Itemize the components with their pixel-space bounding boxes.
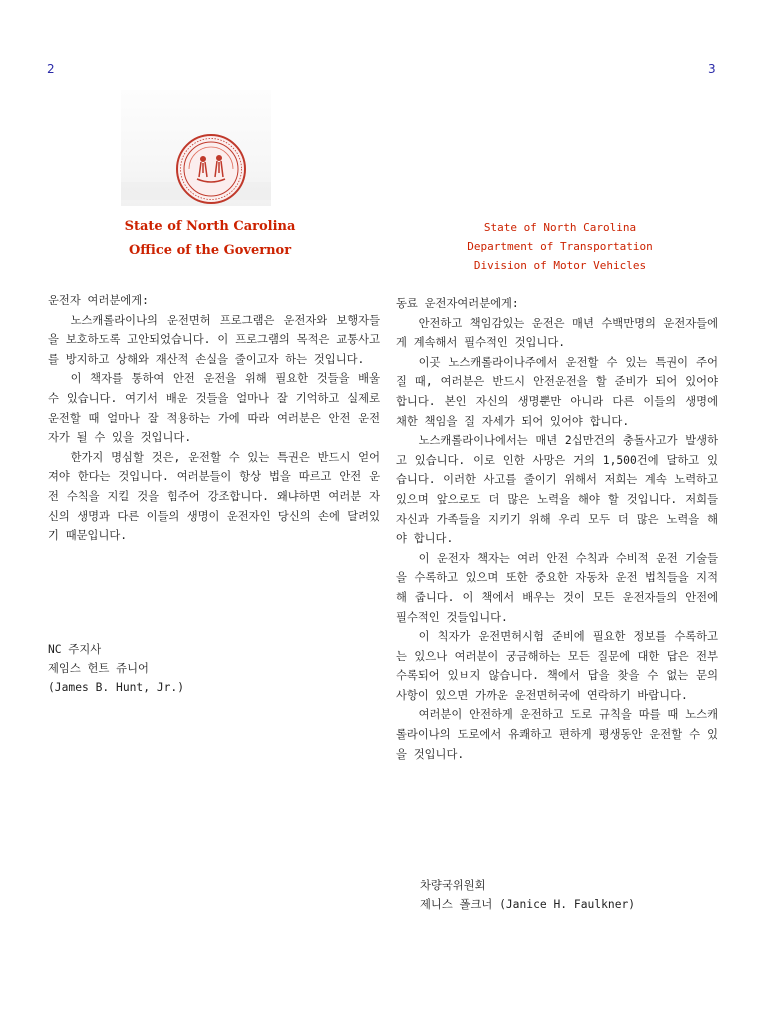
signature-name-english: (James B. Hunt, Jr.) [48, 681, 185, 694]
commissioner-signature [420, 876, 635, 914]
letter-salutation: 운전자 여러분에게: [48, 294, 149, 307]
dot-header-state: State of North Carolina [483, 221, 637, 234]
letter-paragraph: 한가지 명심할 것은, 운전할 수 있는 특권은 반드시 얻어져야 한다는 것입니다. 여러분들이 항상 법을 따르고 안전 운전 수칙을 지킬 것을 힘주어 강조합니다. 왜냐하면 여러분 자신의 생명과 다른 이들의 생명이 운전자인 당신의 손에 달려있기 때문입니다. [48, 450, 380, 543]
letter-paragraph: 안전하고 책임감있는 운전은 매년 수백만명의 운전자들에게 계속해서 필수적인 것입니다. [396, 316, 718, 350]
page-number-left: 2 [47, 62, 55, 76]
letter-paragraph: 이곳 노스캐롤라이나주에서 운전할 수 있는 특권이 주어질 때, 여러분은 반드시 안전운전을 할 준비가 되어 있어야 합니다. 본인 자신의 생명뿐만 아니라 다른 이들의 생명에 채한 책임을 질 자세가 되어 있어야 합니다. [396, 355, 718, 428]
governor-office-subtitle: Office of the Governor [128, 243, 292, 258]
letter-paragraph: 여러분이 안전하게 운전하고 도로 규칙을 따를 때 노스캐롤라이나의 도로에서 유쾌하고 편하게 평생동안 운전할 수 있을 것입니다. [396, 708, 718, 761]
letter-salutation: 동료 운전자여러분에게: [396, 297, 519, 310]
letter-paragraph: 이 책자를 통하여 안전 운전을 위해 필요한 것들을 배울 수 있습니다. 여기서 배운 것들을 얼마나 잘 기억하고 실제로 운전할 때 얼마나 잘 적용하는 가에 따라 여러분은 안전 운전자가 될 수 있을 것입니다. [48, 372, 380, 445]
letter-paragraph: 노스캐롤라이나의 운전면허 프로그램은 운전자와 보행자들을 보호하도록 고안되었습니다. 이 프로그램의 목적은 교통사고를 방지하고 상해와 재산적 손실을 줄이고자 하는 것입니다. [48, 313, 380, 366]
governor-office-title: State of North Carolina [124, 219, 296, 234]
governor-letter [48, 291, 380, 546]
signature-title: 차량국위원회 [420, 879, 486, 892]
signature-name-korean: 제임스 헌트 쥬니어 [48, 662, 149, 675]
state-seal-icon [175, 133, 247, 205]
letter-paragraph: 이 칙자가 운전면허시험 준비에 필요한 정보를 수록하고는 있으나 여러분이 궁금해하는 모든 질문에 대한 답은 전부 수록되어 있ㅂ지 않습니다. 책에서 답을 찾을 수 없는 문의사항이 있으면 가까운 운전면허국에 연락하기 바랍니다. [396, 630, 718, 702]
dot-header-department: Department of Transportation [467, 240, 653, 253]
page-number-right: 3 [708, 62, 716, 76]
signature-name: 제니스 폴크너 (Janice H. Faulkner) [420, 898, 636, 911]
dot-header-division: Division of Motor Vehicles [473, 259, 647, 272]
letter-paragraph: 이 운전자 책자는 여러 안전 수칙과 수비적 운전 기술들을 수록하고 있으며 또한 중요한 자동차 운전 법칙들을 지적해 줍니다. 이 책에서 배우는 것이 모든 운전자들의 안전에 필수적인 것들입니다. [396, 551, 718, 624]
signature-title: NC 주지사 [48, 643, 102, 656]
letter-paragraph: 노스캐롤라이나에서는 매년 2십만건의 충돌사고가 발생하고 있습니다. 이로 인한 사망은 거의 1,500건에 달하고 있습니다. 이러한 사고를 줄이기 위해서 저희는 계속 노력하고 있으며 앞으로도 더 많은 노력을 해야 할 것입니다. 저희들 자신과 가족들을 지키기 위해 우리 모두 더 많은 노력을 해야 합니다. [396, 434, 718, 546]
governor-signature [48, 640, 184, 697]
seal-image [121, 90, 271, 206]
dmv-letter [396, 294, 718, 764]
